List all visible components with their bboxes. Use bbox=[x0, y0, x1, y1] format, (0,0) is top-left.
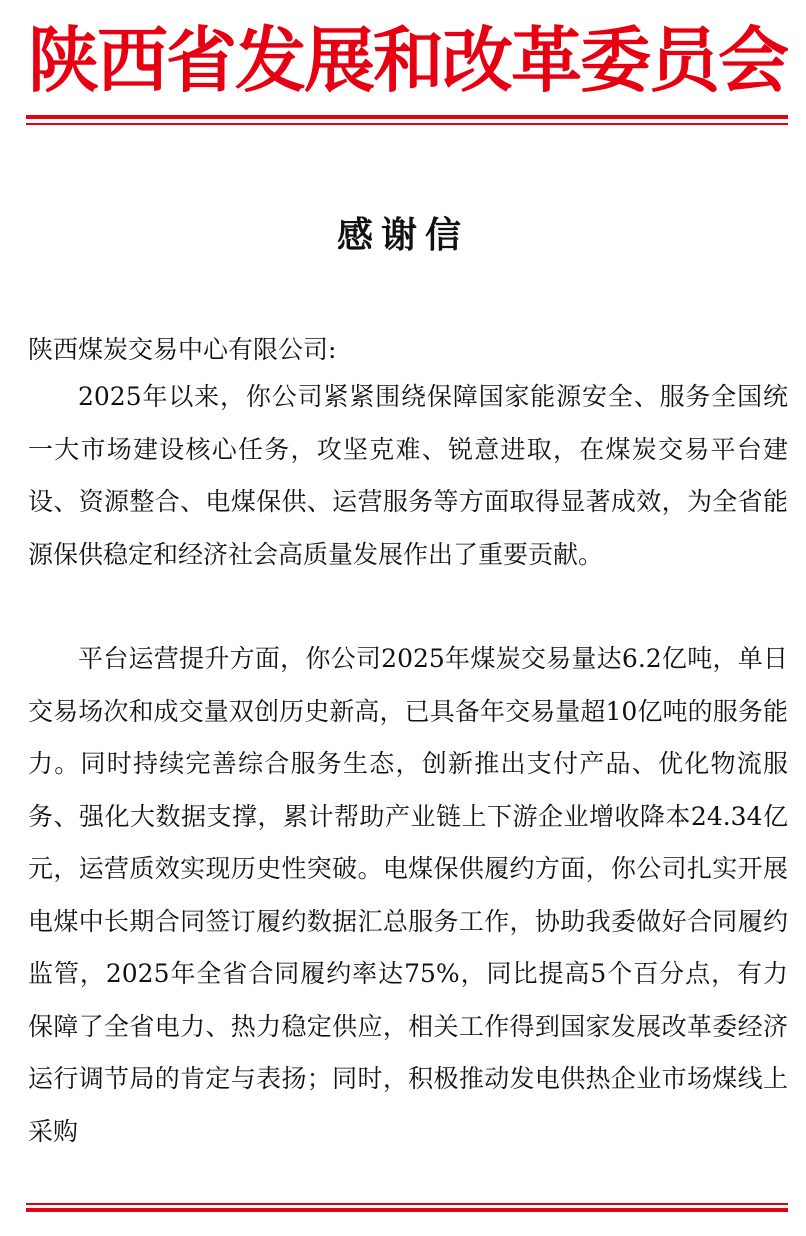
letter-title: 感谢信 bbox=[336, 214, 469, 256]
letter-paragraph-operations: 平台运营提升方面，你公司2025年煤炭交易量达6.2亿吨，单日交易场次和成交量双创历史新高，已具备年交易量超10亿吨的服务能力。同时持续完善综合服务生态，创新推出支付产品、优化物流服务、强化大数据支撑，累计帮助产业链上下游企业增收降本24.34亿元，运营质效实现历史性突破。电煤保供履约方面，你公司扎实开展电煤中长期合同签订履约数据汇总服务工作，协助我委做好合同履约监管，2025年全省合同履约率达75%，同比提高5个百分点，有力保障了全省电力、热力稳定供应，相关工作得到国家发展改革委经济运行调节局的肯定与表扬；同时，积极推动发电供热企业市场煤线上采购 bbox=[28, 644, 788, 1146]
footer-red-rule-thin bbox=[26, 1203, 788, 1205]
footer-red-rule-thick bbox=[26, 1208, 788, 1212]
letter-salutation: 陕西煤炭交易中心有限公司: bbox=[28, 335, 337, 364]
letter-paragraph-intro: 2025年以来，你公司紧紧围绕保障国家能源安全、服务全国统一大市场建设核心任务，攻坚克难、锐意进取，在煤炭交易平台建设、资源整合、电煤保供、运营服务等方面取得显著成效，为全省能源保供稳定和经济社会高质量发展作出了重要贡献。 bbox=[28, 382, 788, 569]
issuer-header-title: 陕西省发展和改革委员会 bbox=[28, 18, 788, 102]
header-red-rule-thick bbox=[26, 115, 788, 119]
header-red-rule-thin bbox=[26, 123, 788, 125]
